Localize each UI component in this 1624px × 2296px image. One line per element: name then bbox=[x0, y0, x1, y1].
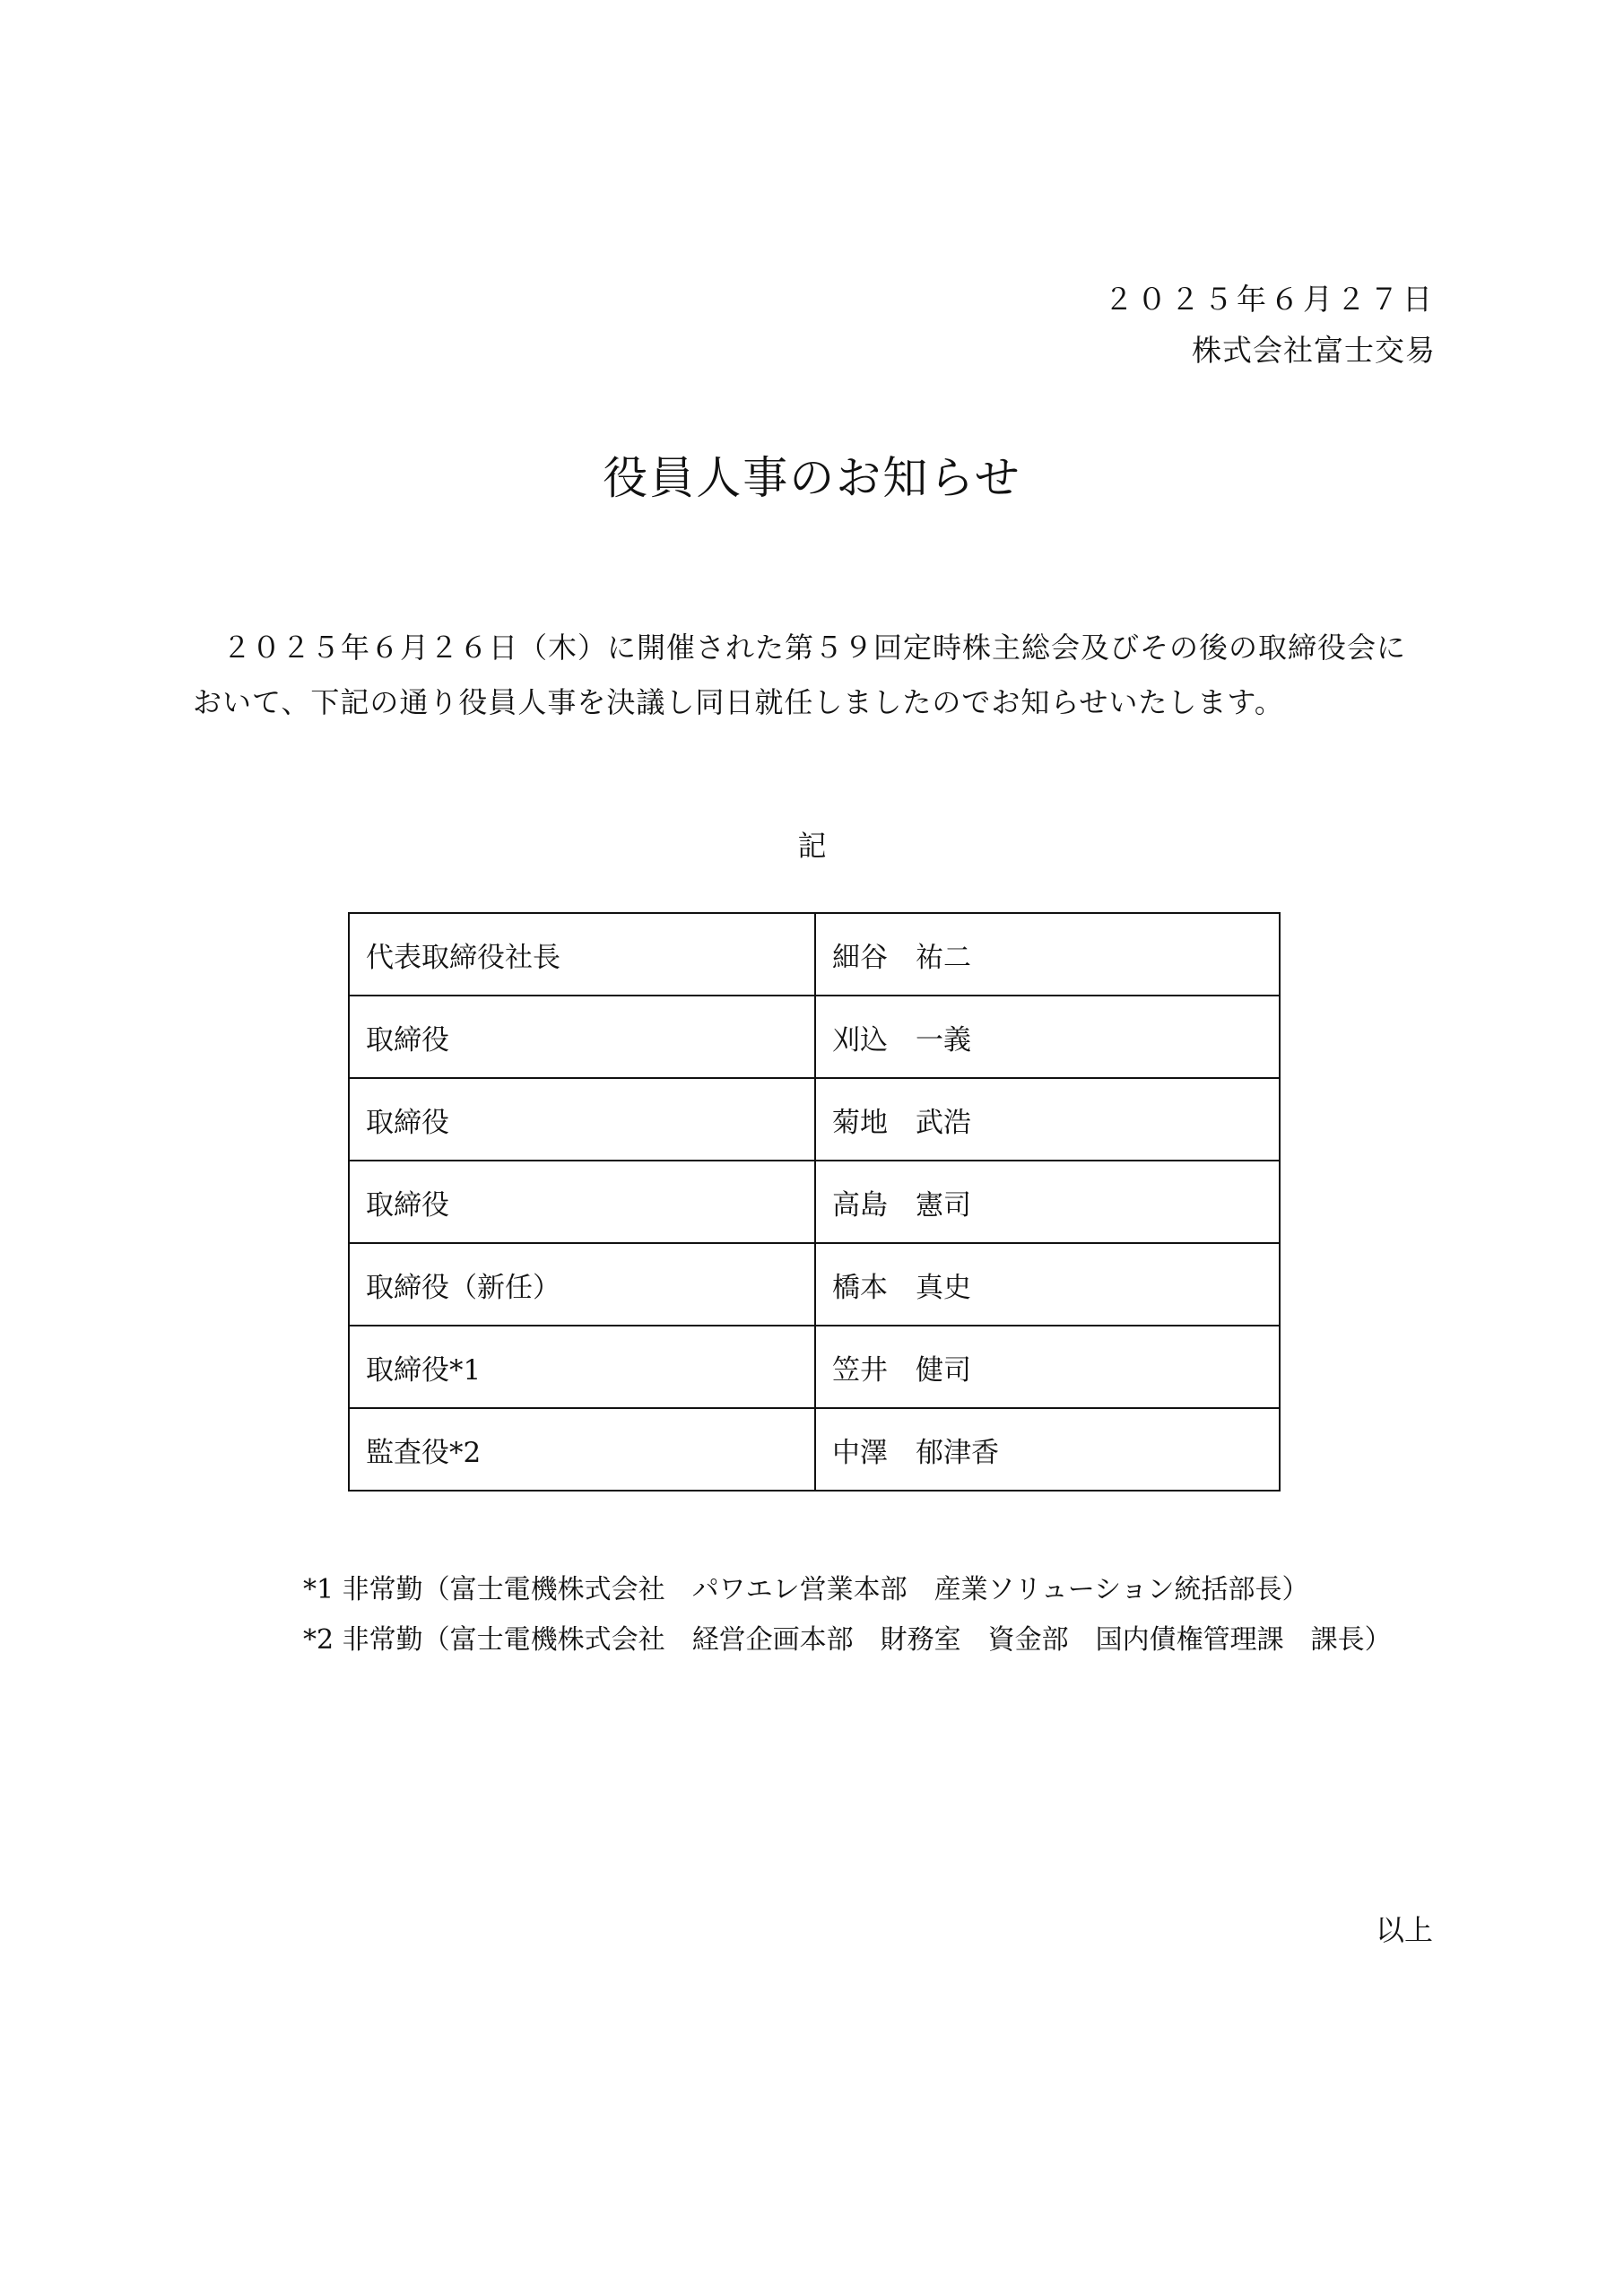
officer-role: 監査役*2 bbox=[349, 1408, 815, 1491]
document-title: 役員人事のお知らせ bbox=[603, 452, 1021, 504]
company-name: 株式会社富士交易 bbox=[1192, 333, 1436, 368]
officer-name: 高島 憲司 bbox=[815, 1161, 1280, 1243]
footnotes bbox=[303, 1565, 1392, 1665]
body-line-2: おいて、下記の通り役員人事を決議し同日就任しましたのでお知らせいたします。 bbox=[193, 685, 1284, 719]
closing-mark: 以上 bbox=[1375, 1913, 1433, 1947]
officer-name: 橋本 真史 bbox=[815, 1243, 1280, 1326]
officer-role: 取締役*1 bbox=[349, 1326, 815, 1408]
officer-name: 笠井 健司 bbox=[815, 1326, 1280, 1408]
body-paragraph bbox=[193, 621, 1430, 730]
officer-role: 取締役 bbox=[349, 1161, 815, 1243]
officer-role: 取締役 bbox=[349, 1078, 815, 1161]
officer-role: 代表取締役社長 bbox=[349, 913, 815, 996]
footnote-1: *1 非常勤（富士電機株式会社 パワエレ営業本部 産業ソリューション統括部長） bbox=[303, 1574, 1309, 1605]
table-row bbox=[349, 1326, 1280, 1408]
issue-date: ２０２５年６月２７日 bbox=[1104, 282, 1436, 317]
officer-name: 菊地 武浩 bbox=[815, 1078, 1280, 1161]
officer-role: 取締役 bbox=[349, 996, 815, 1078]
officer-name: 刈込 一義 bbox=[815, 996, 1280, 1078]
footnote-2: *2 非常勤（富士電機株式会社 経営企画本部 財務室 資金部 国内債権管理課 課長） bbox=[303, 1624, 1392, 1656]
table-row bbox=[349, 996, 1280, 1078]
table-row bbox=[349, 1161, 1280, 1243]
body-line-1: ２０２５年６月２６日（木）に開催された第５９回定時株主総会及びその後の取締役会に bbox=[193, 631, 1407, 665]
table-row bbox=[349, 1408, 1280, 1491]
officers-table bbox=[348, 912, 1281, 1492]
ki-heading: 記 bbox=[797, 829, 827, 863]
officer-role: 取締役（新任） bbox=[349, 1243, 815, 1326]
table-row bbox=[349, 913, 1280, 996]
officer-name: 中澤 郁津香 bbox=[815, 1408, 1280, 1491]
table-row bbox=[349, 1078, 1280, 1161]
officer-name: 細谷 祐二 bbox=[815, 913, 1280, 996]
table-row bbox=[349, 1243, 1280, 1326]
